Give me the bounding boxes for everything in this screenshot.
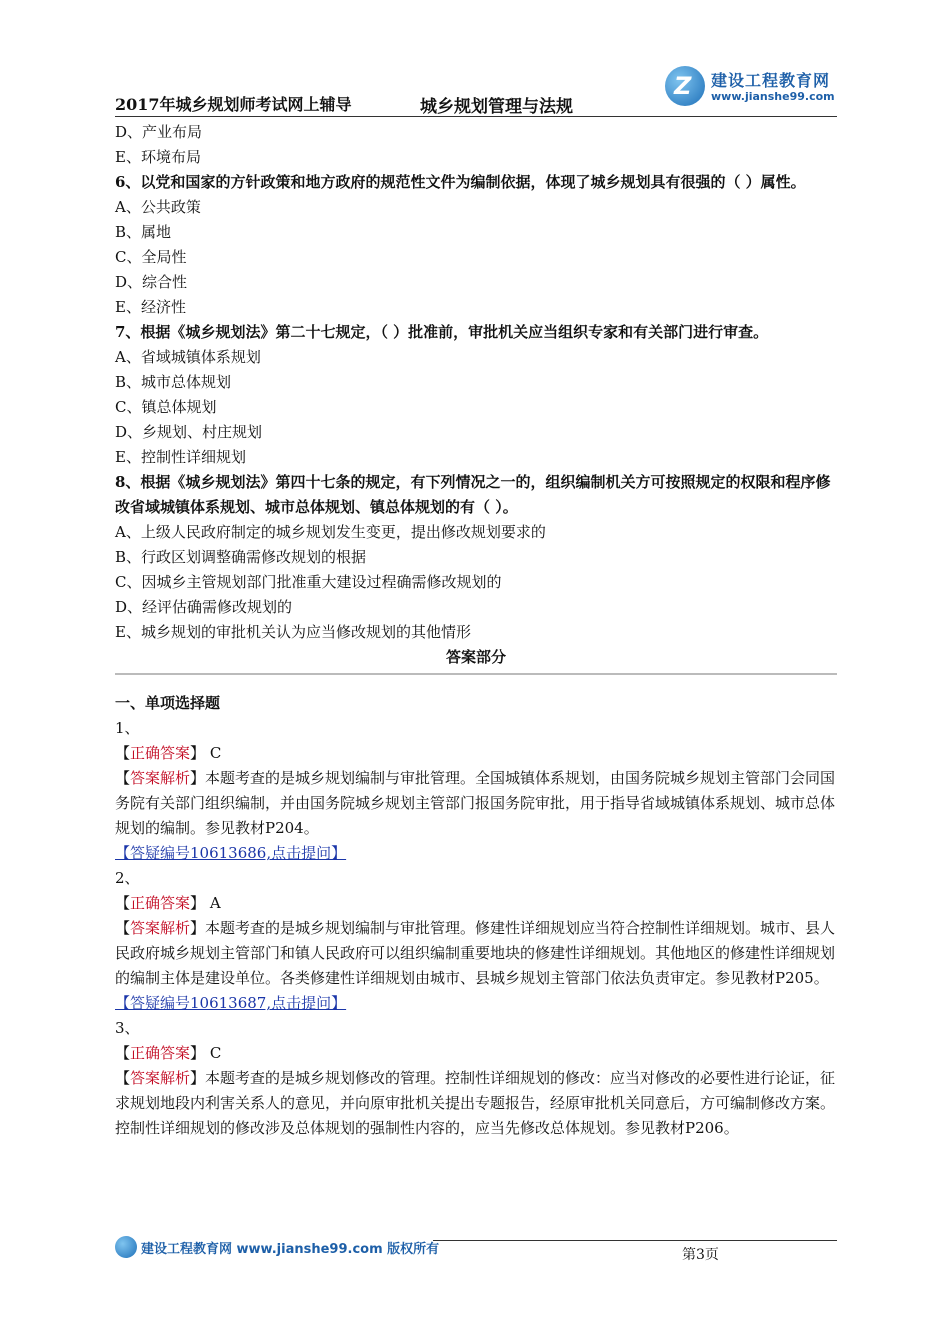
analysis-text: 本题考查的是城乡规划修改的管理。控制性详细规划的修改：应当对修改的必要性进行论证，征求规划地段内利害关系人的意见，并向原审批机关提出专题报告，经原审批机关同意后，方可编制修改方案。控制性详细规划的修改涉及总体规划的强制性内容的，应当先修改总体规划。参见教材P206。 — [115, 1069, 836, 1137]
option-item: D、综合性 — [115, 273, 188, 291]
correct-answer-label: 正确答案 — [130, 1044, 191, 1062]
question-7: 7、根据《城乡规划法》第二十七规定，（ ）批准前，审批机关应当组织专家和有关部门进行审查。 — [115, 323, 769, 341]
logo-emblem-icon: Z — [665, 66, 705, 106]
page-number: 第3页 — [682, 1247, 719, 1263]
option-item: A、省域城镇体系规划 — [115, 348, 261, 366]
header-divider — [115, 116, 837, 117]
answer-analysis: 【答案解析】本题考查的是城乡规划编制与审批管理。全国城镇体系规划，由国务院城乡规划主管部门会同国务院有关部门组织编制，并由国务院城乡规划主管部门报国务院审批，用于指导省域城镇体系规划、城市总体规划的编制。参见教材P204。 — [115, 769, 836, 837]
correct-answer-row: 【正确答案】 C — [115, 744, 222, 762]
header-course-title: 2017年城乡规划师考试网上辅导 — [115, 95, 352, 114]
option-item: D、产业布局 — [115, 123, 203, 141]
logo-url: www.jianshe99.com — [711, 90, 835, 103]
option-item: C、全局性 — [115, 248, 187, 266]
option-item: C、镇总体规划 — [115, 398, 217, 416]
document-body — [115, 120, 837, 1141]
analysis-label: 答案解析 — [130, 1069, 191, 1087]
option-item: E、环境布局 — [115, 148, 201, 166]
option-item: D、乡规划、村庄规划 — [115, 423, 263, 441]
answer-section-title: 答案部分 — [115, 645, 837, 675]
page-footer — [115, 1232, 837, 1272]
question-8: 8、根据《城乡规划法》第四十七条的规定，有下列情况之一的，组织编制机关方可按照规定的权限和程序修改省域城镇体系规划、城市总体规划、镇总体规划的有（ ）。 — [115, 473, 831, 516]
answer-subsection-title: 一、单项选择题 — [115, 694, 221, 712]
option-item: E、控制性详细规划 — [115, 448, 246, 466]
analysis-label: 答案解析 — [130, 919, 191, 937]
ask-question-link[interactable]: 【答疑编号10613687,点击提问】 — [115, 994, 347, 1012]
answer-number: 1、 — [115, 719, 140, 737]
option-item: D、经评估确需修改规划的 — [115, 598, 293, 616]
page-header — [115, 62, 837, 118]
answer-analysis: 【答案解析】本题考查的是城乡规划修改的管理。控制性详细规划的修改：应当对修改的必要性进行论证，征求规划地段内利害关系人的意见，并向原审批机关提出专题报告，经原审批机关同意后，方可编制修改方案。控制性详细规划的修改涉及总体规划的强制性内容的，应当先修改总体规划。参见教材P206。 — [115, 1069, 836, 1137]
site-logo[interactable] — [665, 62, 837, 110]
answer-number: 3、 — [115, 1019, 140, 1037]
correct-answer-label: 正确答案 — [130, 894, 191, 912]
question-6: 6、以党和国家的方针政策和地方政府的规范性文件为编制依据，体现了城乡规划具有很强的（ ）属性。 — [115, 173, 806, 191]
correct-answer-value: A — [209, 894, 221, 912]
option-item: C、因城乡主管规划部门批准重大建设过程确需修改规划的 — [115, 573, 502, 591]
logo-name: 建设工程教育网 — [711, 71, 831, 90]
header-subject-title: 城乡规划管理与法规 — [420, 97, 573, 117]
option-item: A、上级人民政府制定的城乡规划发生变更，提出修改规划要求的 — [115, 523, 546, 541]
option-item: A、公共政策 — [115, 198, 201, 216]
footer-divider — [433, 1240, 837, 1241]
option-item: E、经济性 — [115, 298, 186, 316]
ask-question-link[interactable]: 【答疑编号10613686,点击提问】 — [115, 844, 347, 862]
option-item: B、行政区划调整确需修改规划的根据 — [115, 548, 367, 566]
correct-answer-label: 正确答案 — [130, 744, 191, 762]
footer-copyright: 建设工程教育网 www.jianshe99.com 版权所有 — [141, 1242, 440, 1257]
analysis-text: 本题考查的是城乡规划编制与审批管理。修建性详细规划应当符合控制性详细规划。城市、县人民政府城乡规划主管部门和镇人民政府可以组织编制重要地块的修建性详细规划。其他地区的修建性详细规划的编制主体是建设单位。各类修建性详细规划由城市、县城乡规划主管部门依法负责审定。参见教材P205。 — [115, 919, 836, 987]
correct-answer-value: C — [209, 1044, 222, 1062]
analysis-label: 答案解析 — [130, 769, 191, 787]
correct-answer-value: C — [209, 744, 222, 762]
option-item: E、城乡规划的审批机关认为应当修改规划的其他情形 — [115, 623, 471, 641]
correct-answer-row: 【正确答案】 A — [115, 894, 221, 912]
answer-number: 2、 — [115, 869, 140, 887]
answer-analysis: 【答案解析】本题考查的是城乡规划编制与审批管理。修建性详细规划应当符合控制性详细规划。城市、县人民政府城乡规划主管部门和镇人民政府可以组织编制重要地块的修建性详细规划。其他地区的修建性详细规划的编制主体是建设单位。各类修建性详细规划由城市、县城乡规划主管部门依法负责审定。参见教材P205。 — [115, 919, 836, 987]
correct-answer-row: 【正确答案】 C — [115, 1044, 222, 1062]
option-item: B、属地 — [115, 223, 172, 241]
footer-logo-icon — [115, 1236, 137, 1258]
analysis-text: 本题考查的是城乡规划编制与审批管理。全国城镇体系规划，由国务院城乡规划主管部门会同国务院有关部门组织编制，并由国务院城乡规划主管部门报国务院审批，用于指导省域城镇体系规划、城市总体规划的编制。参见教材P204。 — [115, 769, 836, 837]
option-item: B、城市总体规划 — [115, 373, 232, 391]
